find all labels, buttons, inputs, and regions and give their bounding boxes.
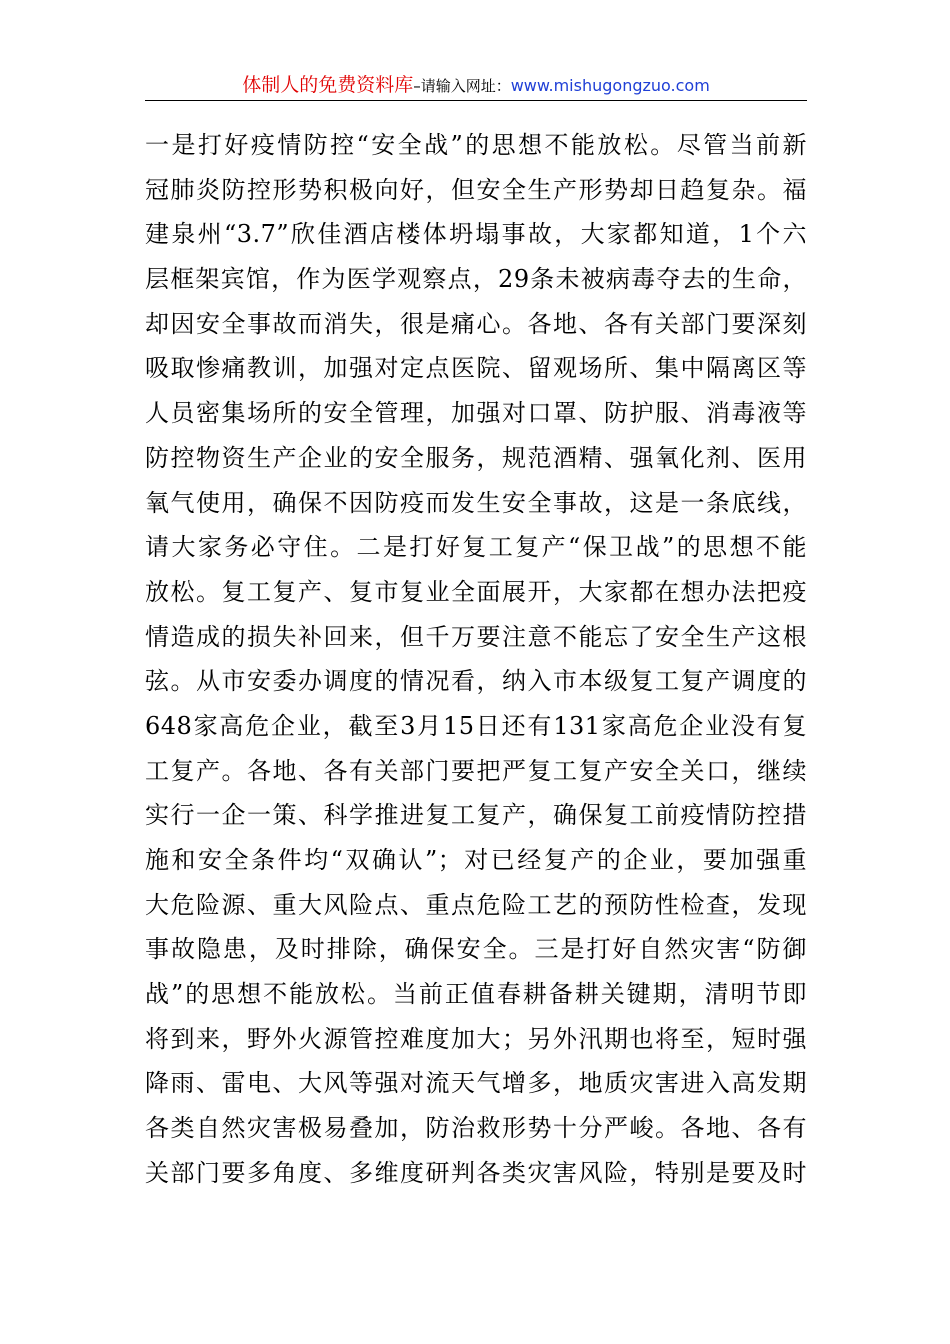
header-brand: 体制人的免费资料库 (242, 74, 414, 96)
text-line: 大危险源、重大风险点、重点危险工艺的预防性检查，发现 (145, 890, 807, 919)
page-header (145, 70, 807, 101)
text-line: 氧气使用，确保不因防疫而发生安全事故，这是一条底线， (145, 488, 807, 517)
header-url-link[interactable]: www.mishugongzuo.com (510, 76, 710, 95)
text-line: 各类自然灾害极易叠加，防治救形势十分严峻。各地、各有 (145, 1114, 807, 1143)
text-line: 关部门要多角度、多维度研判各类灾害风险，特别是要及时 (145, 1158, 807, 1187)
text-line: 将到来，野外火源管控难度加大；另外汛期也将至，短时强 (145, 1024, 807, 1053)
text-line: 实行一企一策、科学推进复工复产，确保复工前疫情防控措 (145, 801, 807, 830)
text-line: 一是打好疫情防控“安全战”的思想不能放松。尽管当前新 (145, 131, 807, 159)
text-line: 却因安全事故而消失，很是痛心。各地、各有关部门要深刻 (145, 309, 807, 338)
text-line: 放松。复工复产、复市复业全面展开，大家都在想办法把疫 (145, 577, 807, 606)
text-line: 648家高危企业，截至3月15日还有131家高危企业没有复 (145, 711, 807, 740)
text-line: 吸取惨痛教训，加强对定点医院、留观场所、集中隔离区等 (145, 354, 807, 383)
text-line: 建泉州“3.7”欣佳酒店楼体坍塌事故，大家都知道，1个六 (145, 220, 807, 249)
header-url-prompt: –请输入网址： (413, 77, 511, 95)
text-line: 情造成的损失补回来，但千万要注意不能忘了安全生产这根 (145, 622, 807, 651)
text-line: 战”的思想不能放松。当前正值春耕备耕关键期，清明节即 (145, 980, 807, 1009)
text-line: 事故隐患，及时排除，确保安全。三是打好自然灾害“防御 (145, 935, 807, 964)
text-line: 降雨、雷电、大风等强对流天气增多，地质灾害进入高发期 (145, 1069, 807, 1098)
text-line: 人员密集场所的安全管理，加强对口罩、防护服、消毒液等 (145, 399, 807, 428)
text-line: 层框架宾馆，作为医学观察点，29条未被病毒夺去的生命， (145, 265, 807, 294)
text-line: 弦。从市安委办调度的情况看，纳入市本级复工复产调度的 (145, 667, 807, 696)
text-line: 工复产。各地、各有关部门要把严复工复产安全关口，继续 (145, 756, 807, 785)
text-line: 请大家务必守住。二是打好复工复产“保卫战”的思想不能 (145, 533, 807, 562)
document-body (145, 123, 807, 1196)
text-line: 冠肺炎防控形势积极向好，但安全生产形势却日趋复杂。福 (145, 175, 807, 204)
text-line: 施和安全条件均“双确认”；对已经复产的企业，要加强重 (145, 846, 807, 874)
text-line: 防控物资生产企业的安全服务，规范酒精、强氧化剂、医用 (145, 443, 807, 472)
